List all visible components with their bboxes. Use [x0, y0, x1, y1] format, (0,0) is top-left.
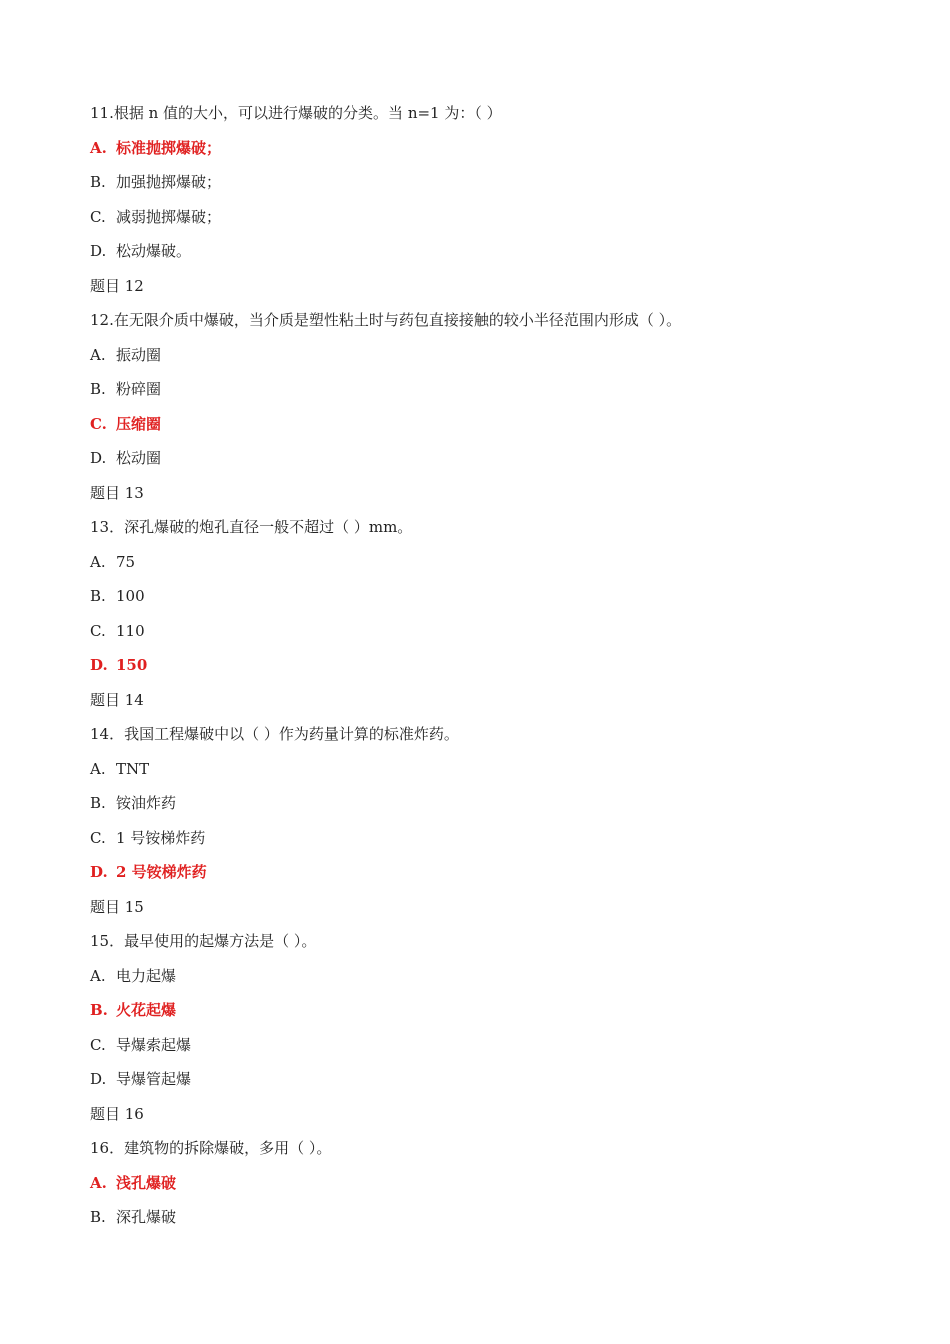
option-label: A. [90, 345, 106, 364]
option-text: 浅孔爆破 [116, 1173, 177, 1192]
q14-option-c [90, 821, 870, 856]
document-page [90, 96, 870, 1235]
option-text: 松动爆破。 [116, 242, 192, 260]
option-label: A. [90, 1173, 107, 1192]
q16-option-b [90, 1200, 870, 1235]
option-text: 1 号铵梯炸药 [116, 828, 206, 847]
q11-option-d [90, 234, 870, 269]
q15-option-b [90, 993, 870, 1028]
option-label: B. [90, 1001, 108, 1019]
q13-option-b [90, 579, 870, 614]
option-label: A. [90, 138, 107, 157]
question-14-stem: 14．我国工程爆破中以（ ）作为药量计算的标准炸药。 [90, 725, 459, 743]
option-text: 电力起爆 [116, 966, 177, 985]
question-13-stem: 13．深孔爆破的炮孔直径一般不超过（ ）mm。 [90, 518, 413, 536]
q13-option-a [90, 545, 870, 580]
option-text: 加强抛掷爆破； [116, 173, 222, 191]
option-label: B. [90, 1208, 106, 1226]
q12-option-c [90, 407, 870, 442]
question-12-header: 题目 12 [90, 276, 144, 295]
option-label: C. [90, 1035, 106, 1054]
option-label: C. [90, 207, 106, 226]
q15-option-c [90, 1028, 870, 1063]
option-text: 深孔爆破 [116, 1208, 177, 1226]
option-label: B. [90, 380, 106, 398]
question-15-header: 题目 15 [90, 897, 144, 916]
option-text: 导爆管起爆 [116, 1070, 192, 1088]
question-13-header: 题目 13 [90, 483, 144, 502]
option-text: 2 号铵梯炸药 [116, 863, 207, 881]
option-label: B. [90, 587, 106, 605]
question-16-stem: 16．建筑物的拆除爆破，多用（ ）。 [90, 1139, 332, 1157]
q11-option-a [90, 131, 870, 166]
q15-option-d [90, 1062, 870, 1097]
option-text: 压缩圈 [116, 414, 162, 433]
option-text: 振动圈 [116, 345, 162, 364]
option-label: A. [90, 552, 106, 571]
option-label: D. [90, 242, 107, 260]
question-15-stem: 15．最早使用的起爆方法是（ ）。 [90, 932, 317, 950]
question-12-stem: 12.在无限介质中爆破，当介质是塑性粘土时与药包直接接触的较小半径范围内形成（ ）。 [90, 311, 682, 329]
q14-option-a [90, 752, 870, 787]
q13-option-d [90, 648, 870, 683]
option-text: 110 [116, 621, 145, 640]
q15-option-a [90, 959, 870, 994]
option-label: C. [90, 414, 107, 433]
q12-option-a [90, 338, 870, 373]
option-text: 导爆索起爆 [116, 1035, 192, 1054]
question-14-header: 题目 14 [90, 690, 144, 709]
option-label: C. [90, 828, 106, 847]
option-text: 铵油炸药 [116, 794, 177, 812]
option-label: D. [90, 656, 108, 674]
q13-option-c [90, 614, 870, 649]
option-text: TNT [116, 759, 150, 778]
q16-option-a [90, 1166, 870, 1201]
q11-option-c [90, 200, 870, 235]
option-label: B. [90, 173, 106, 191]
q14-option-b [90, 786, 870, 821]
q12-option-b [90, 372, 870, 407]
option-label: A. [90, 759, 106, 778]
option-label: A. [90, 966, 106, 985]
option-label: C. [90, 621, 106, 640]
question-11-stem: 11.根据 n 值的大小，可以进行爆破的分类。当 n=1 为：（ ） [90, 104, 502, 122]
option-label: D. [90, 863, 108, 881]
option-text: 粉碎圈 [116, 380, 162, 398]
option-label: D. [90, 1070, 107, 1088]
option-text: 减弱抛掷爆破； [116, 207, 222, 226]
option-text: 火花起爆 [116, 1001, 177, 1019]
option-label: D. [90, 449, 107, 467]
option-text: 标准抛掷爆破； [116, 138, 222, 157]
option-text: 150 [116, 656, 148, 674]
q11-option-b [90, 165, 870, 200]
q14-option-d [90, 855, 870, 890]
option-label: B. [90, 794, 106, 812]
question-16-header: 题目 16 [90, 1104, 144, 1123]
option-text: 100 [116, 587, 145, 605]
option-text: 松动圈 [116, 449, 162, 467]
option-text: 75 [116, 552, 136, 571]
q12-option-d [90, 441, 870, 476]
